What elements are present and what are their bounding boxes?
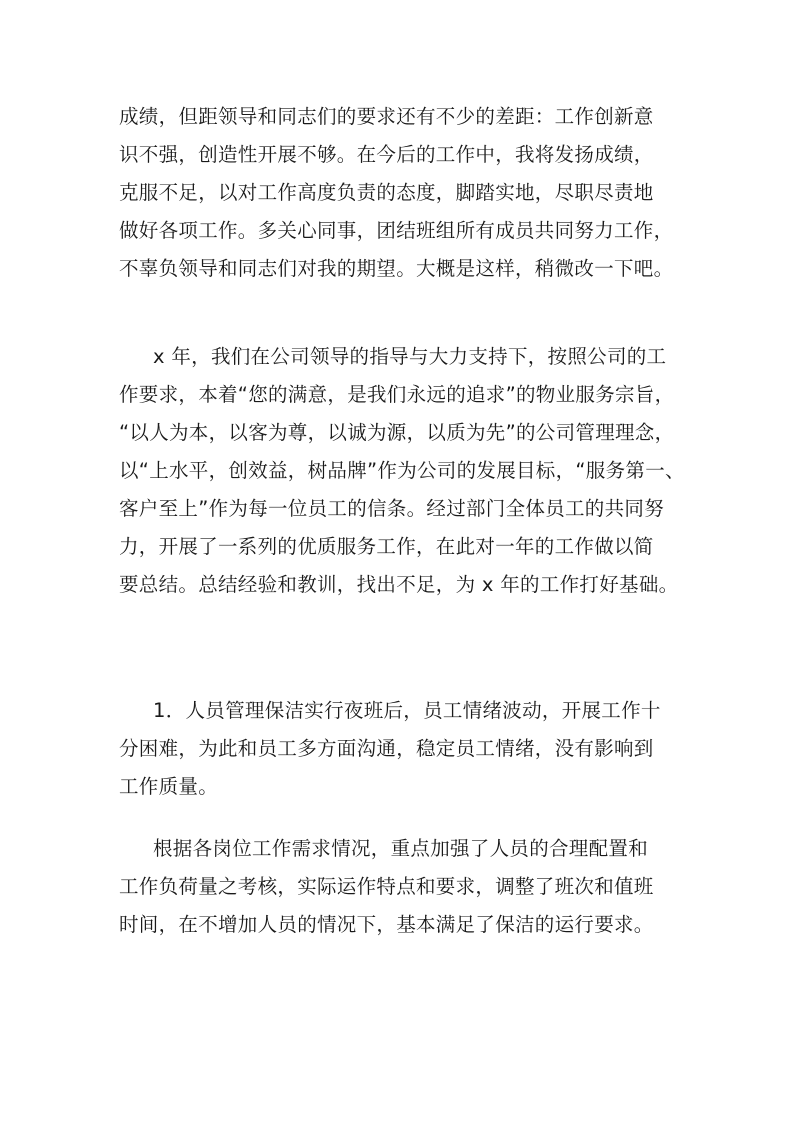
text-line: 以“上水平，创效益，树品牌”作为公司的发展目标，“服务第一、	[119, 459, 685, 482]
text-line: “以人为本，以客为尊，以诚为源，以质为先”的公司管理理念，	[119, 421, 675, 444]
text-line: 分困难，为此和员工多方面沟通，稳定员工情绪，没有影响到	[119, 737, 654, 760]
text-line: 根据各岗位工作需求情况，重点加强了人员的合理配置和	[153, 837, 649, 860]
text-line: 力，开展了一系列的优质服务工作，在此对一年的工作做以简	[119, 535, 654, 558]
text-line: 时间，在不增加人员的情况下，基本满足了保洁的运行要求。	[119, 913, 654, 936]
text-line: 1．人员管理保洁实行夜班后，员工情绪波动，开展工作十	[153, 699, 661, 722]
text-line: 不辜负领导和同志们对我的期望。大概是这样，稍微改一下吧。	[119, 257, 674, 280]
text-line: 客户至上”作为每一位员工的信条。经过部门全体员工的共同努	[119, 497, 665, 520]
text-line: 工作质量。	[119, 775, 219, 798]
text-line: 做好各项工作。多关心同事，团结班组所有成员共同努力工作，	[119, 219, 674, 242]
text-line: 作要求，本着“您的满意，是我们永远的追求”的物业服务宗旨，	[119, 383, 675, 406]
text-line: 工作负荷量之考核，实际运作特点和要求，调整了班次和值班	[119, 875, 654, 898]
text-line: 成绩，但距领导和同志们的要求还有不少的差距：工作创新意	[119, 105, 654, 128]
text-line: 识不强，创造性开展不够。在今后的工作中，我将发扬成绩，	[119, 143, 654, 166]
text-line: 克服不足，以对工作高度负责的态度，脚踏实地，尽职尽责地	[119, 181, 654, 204]
text-line: x 年，我们在公司领导的指导与大力支持下，按照公司的工	[153, 345, 667, 368]
text-line: 要总结。总结经验和教训，找出不足，为 x 年的工作打好基础。	[119, 573, 679, 596]
